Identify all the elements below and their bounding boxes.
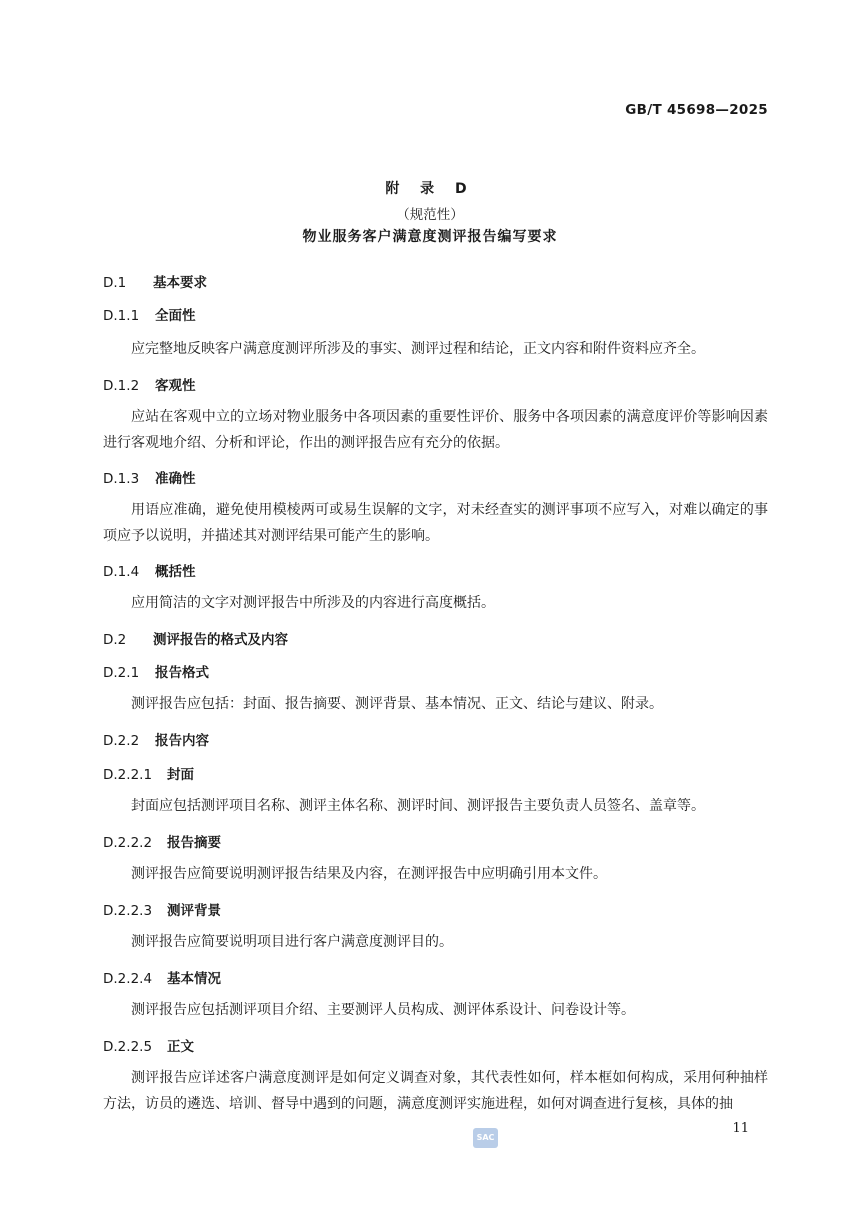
section-paragraph: 测评报告应详述客户满意度测评是如何定义调查对象，其代表性如何，样本框如何构成，采用何种抽样方法，访员的遴选、培训、督导中遇到的问题，满意度测评实施进程，如何对调查进行复核，具体的抽: [103, 1070, 768, 1112]
section-heading: [103, 831, 221, 851]
section-number: D.2.2.4: [103, 971, 153, 987]
section-paragraph: 应用简洁的文字对测评报告中所涉及的内容进行高度概括。: [131, 595, 495, 611]
section-heading: [103, 1035, 194, 1055]
section-number: D.1.4: [103, 564, 140, 580]
section-heading: [103, 304, 196, 324]
section-title: 基本情况: [167, 971, 221, 987]
section-heading: [103, 374, 196, 394]
section-heading: [103, 967, 221, 987]
section-paragraph: 测评报告应简要说明项目进行客户满意度测评目的。: [131, 934, 453, 950]
section-number: D.1.1: [103, 308, 140, 324]
section-heading: [103, 899, 221, 919]
section-title: 全面性: [155, 308, 196, 324]
section-paragraph: 测评报告应包括：封面、报告摘要、测评背景、基本情况、正文、结论与建议、附录。: [131, 696, 663, 712]
section-number: D.1.3: [103, 471, 140, 487]
section-title: 报告内容: [155, 733, 209, 749]
section-number: D.2.2.5: [103, 1039, 153, 1055]
section-number: D.2.2.2: [103, 835, 153, 851]
section-title: 正文: [167, 1039, 194, 1055]
standard-code: GB/T 45698—2025: [625, 102, 768, 118]
section-number: D.1.2: [103, 378, 140, 394]
section-paragraph: 用语应准确，避免使用模棱两可或易生误解的文字，对未经查实的测评事项不应写入，对难以确定的事项应予以说明，并描述其对测评结果可能产生的影响。: [103, 502, 768, 544]
section-title: 封面: [167, 767, 194, 783]
appendix-title: 附 录 D: [385, 181, 475, 197]
section-number: D.2.2.3: [103, 903, 153, 919]
section-heading: [103, 729, 209, 749]
section-title: 测评报告的格式及内容: [153, 632, 288, 648]
section-paragraph: 测评报告应包括测评项目介绍、主要测评人员构成、测评体系设计、问卷设计等。: [131, 1002, 635, 1018]
section-paragraph: 应站在客观中立的立场对物业服务中各项因素的重要性评价、服务中各项因素的满意度评价等影响因素进行客观地介绍、分析和评论，作出的测评报告应有充分的依据。: [103, 409, 768, 451]
section-heading: [103, 560, 196, 580]
section-heading: [103, 661, 209, 681]
section-title: 报告摘要: [167, 835, 221, 851]
section-paragraph: 应完整地反映客户满意度测评所涉及的事实、测评过程和结论，正文内容和附件资料应齐全。: [131, 341, 705, 357]
appendix-name: 物业服务客户满意度测评报告编写要求: [302, 229, 558, 245]
section-heading: [103, 467, 196, 487]
section-title: 概括性: [155, 564, 196, 580]
section-title: 基本要求: [153, 275, 207, 291]
section-title: 报告格式: [155, 665, 209, 681]
section-number: D.2.2: [103, 733, 140, 749]
section-heading: [103, 763, 194, 783]
section-title: 准确性: [155, 471, 196, 487]
appendix-nature: （规范性）: [396, 207, 464, 223]
section-heading: [103, 628, 288, 648]
section-heading: [103, 271, 207, 291]
section-number: D.1: [103, 275, 127, 291]
page-number: 11: [732, 1121, 749, 1136]
section-paragraph: 测评报告应简要说明测评报告结果及内容，在测评报告中应明确引用本文件。: [131, 866, 607, 882]
section-number: D.2.2.1: [103, 767, 153, 783]
sac-logo: SAC: [473, 1128, 498, 1148]
section-number: D.2: [103, 632, 127, 648]
section-number: D.2.1: [103, 665, 140, 681]
section-title: 测评背景: [167, 903, 221, 919]
section-title: 客观性: [155, 378, 196, 394]
section-paragraph: 封面应包括测评项目名称、测评主体名称、测评时间、测评报告主要负责人员签名、盖章等。: [131, 798, 705, 814]
